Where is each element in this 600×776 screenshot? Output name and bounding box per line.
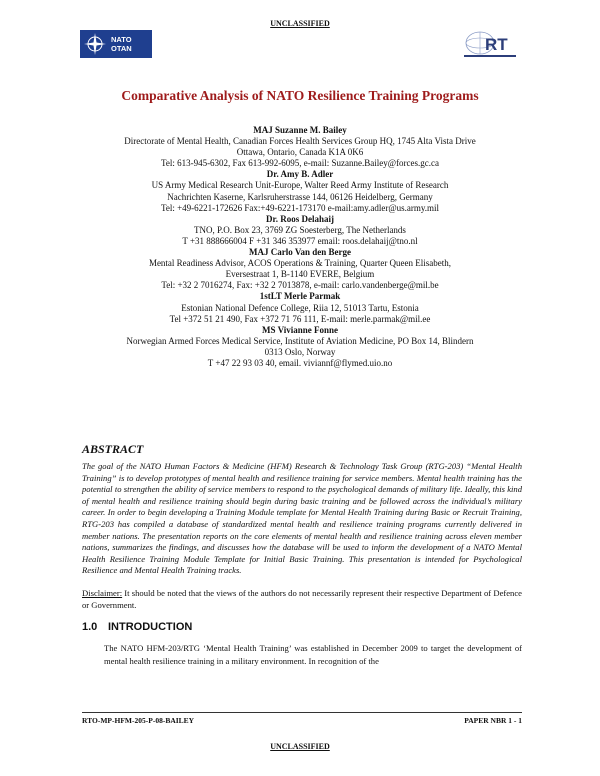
nato-logo-line1: NATO bbox=[111, 35, 132, 44]
author-entry bbox=[60, 247, 540, 291]
introduction-paragraph: The NATO HFM-203/RTG ‘Mental Health Training’ was established in December 2009 to target the development of mental health resilience training in a military environment. In recognition of the bbox=[104, 643, 522, 666]
author-affiliation-line: Norwegian Armed Forces Medical Service, Institute of Aviation Medicine, PO Box 14, Blindern bbox=[126, 335, 474, 346]
author-affiliation-line: Estonian National Defence College, Riia 12, 51013 Tartu, Estonia bbox=[181, 302, 419, 313]
author-contact-line: T +31 888666004 F +31 346 353977 email: roos.delahaij@tno.nl bbox=[182, 235, 418, 246]
rto-logo bbox=[458, 28, 522, 60]
footer-document-id: RTO-MP-HFM-205-P-08-BAILEY bbox=[82, 716, 195, 725]
author-affiliation-line: Ottawa, Ontario, Canada K1A 0K6 bbox=[236, 147, 364, 158]
author-name: Dr. Amy B. Adler bbox=[266, 169, 334, 180]
author-entry bbox=[60, 169, 540, 213]
author-affiliation-line: Eversestraat 1, B-1140 EVERE, Belgium bbox=[225, 269, 375, 280]
author-affiliation-line: Directorate of Mental Health, Canadian Forces Health Services Group HQ, 1745 Alta Vista Drive bbox=[124, 136, 476, 147]
classification-footer: UNCLASSIFIED bbox=[270, 742, 330, 751]
rto-logo-text: RT bbox=[485, 35, 508, 54]
author-name: MS Vivianne Fonne bbox=[261, 324, 338, 335]
disclaimer-paragraph bbox=[82, 588, 522, 611]
author-entry bbox=[60, 291, 540, 324]
author-name: 1stLT Merle Parmak bbox=[259, 291, 341, 302]
author-entry bbox=[60, 325, 540, 369]
author-contact-line: Tel: 613-945-6302, Fax 613-992-6095, e-mail: Suzanne.Bailey@forces.gc.ca bbox=[160, 158, 440, 169]
author-affiliation-line: 0313 Oslo, Norway bbox=[264, 346, 336, 357]
section-number: 1.0 bbox=[82, 621, 98, 633]
author-name: Dr. Roos Delahaij bbox=[266, 213, 334, 224]
footer-divider bbox=[82, 712, 522, 713]
author-entry bbox=[60, 214, 540, 247]
nato-otan-logo bbox=[80, 30, 152, 58]
footer-page-number: PAPER NBR 1 - 1 bbox=[464, 716, 522, 725]
author-contact-line: Tel: +32 2 7016274, Fax: +32 2 7013878, e-mail: carlo.vandenberge@mil.be bbox=[161, 280, 439, 291]
section-title: INTRODUCTION bbox=[108, 621, 193, 633]
disclaimer-text: It should be noted that the views of the authors do not necessarily represent their respective Department of Defence or Government. bbox=[82, 588, 522, 610]
author-affiliation-line: US Army Medical Research Unit-Europe, Walter Reed Army Institute of Research bbox=[151, 180, 449, 191]
abstract-heading: ABSTRACT bbox=[82, 442, 144, 456]
authors-block bbox=[60, 125, 540, 369]
introduction-heading bbox=[82, 621, 192, 633]
classification-header: UNCLASSIFIED bbox=[270, 19, 330, 28]
author-affiliation-line: TNO, P.O. Box 23, 3769 ZG Soesterberg, The Netherlands bbox=[194, 224, 406, 235]
author-affiliation-line: Nachrichten Kaserne, Karlsruherstrasse 144, 06126 Heidelberg, Germany bbox=[167, 191, 433, 202]
nato-logo-line2: OTAN bbox=[111, 44, 132, 53]
paper-title: Comparative Analysis of NATO Resilience Training Programs bbox=[121, 88, 479, 103]
author-name: MAJ Suzanne M. Bailey bbox=[253, 125, 347, 135]
nato-compass-star-icon bbox=[83, 32, 107, 56]
author-contact-line: Tel: +49-6221-172626 Fax:+49-6221-173170 e-mail:amy.adler@us.army.mil bbox=[160, 202, 440, 213]
author-entry bbox=[60, 125, 540, 169]
author-contact-line: Tel +372 51 21 490, Fax +372 71 76 111, E-mail: merle.parmak@mil.ee bbox=[169, 313, 431, 324]
author-name: MAJ Carlo Van den Berge bbox=[249, 247, 351, 258]
disclaimer-label: Disclaimer: bbox=[82, 588, 123, 598]
author-affiliation-line: Mental Readiness Advisor, ACOS Operations & Training, Quarter Queen Elisabeth, bbox=[148, 258, 452, 269]
abstract-text: The goal of the NATO Human Factors & Medicine (HFM) Research & Technology Task Group (RTG-203) “Mental Health Training” is to develop prototypes of mental health and resilience training for service members. Mental health training has the potential to strengthen the ability of service members to respond to the psychological demands of military life. Ideally, this kind of mental health and resilience training should begin during basic training and be followed across the individual’s military career. In order to begin developing a Training Module template for Mental Health Training during Basic or Recruit Training, RTG-203 has compiled a database of standardized mental health and resilience training programs currently delivered in member nations. The presentation reports on the core elements of mental health and resilience training across eleven member nations, summarizes the findings, and discusses how the database will be used to inform the development of a NATO Mental Health Resilience Training Module Template for Initial Basic Training. This presentation is intended for Psychological Resilience and Mental Health Training tracks. bbox=[82, 461, 522, 576]
author-contact-line: T +47 22 93 03 40, email. viviannf@flymed.uio.no bbox=[207, 357, 393, 368]
